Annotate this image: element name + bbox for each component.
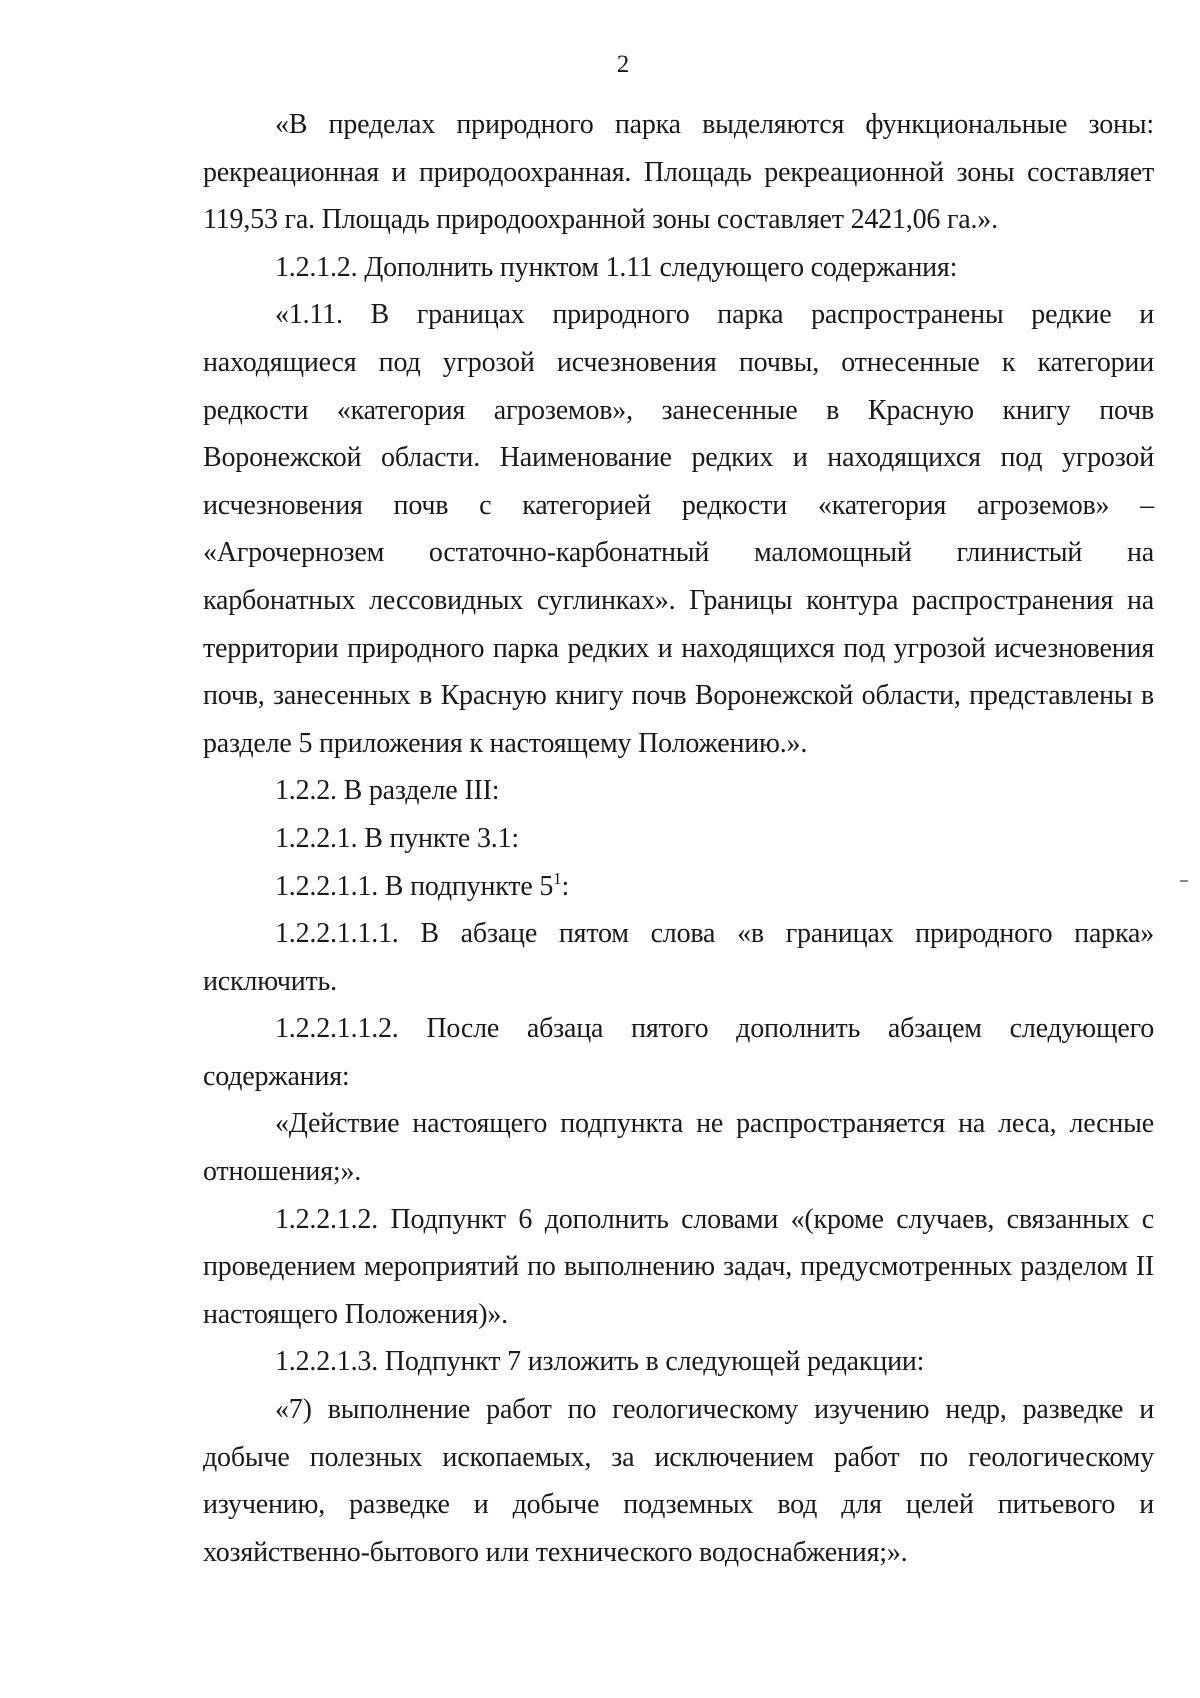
- paragraph-zones: «В пределах природного парка выделяются функциональные зоны: рекреационная и природоохранная. Площадь рекреационной зоны составляет 119,53 га. Площадь природоохранной зоны составляет 2421,06 га.».: [203, 109, 1154, 236]
- superscript-suffix: :: [561, 870, 570, 902]
- paragraph-1-2-2-1: 1.2.2.1. В пункте 3.1:: [275, 822, 519, 854]
- paragraph-1-11: «1.11. В границах природного парка распространены редкие и находящиеся под угрозой исчезновения почвы, отнесенные к категории редкости «категория агроземов», занесенные в Красную книгу почв Воронежской области. Наименование редких и находящихся под угрозой исчезновения почв с категорией редкости «категория агроземов» – «Агрочернозем остаточно-карбонатный маломощный глинистый на карбонатных лессовидных суглинках». Границы контура распространения на территории природного парка редких и находящихся под угрозой исчезновения почв, занесенных в Красную книгу почв Воронежской области, представлены в разделе 5 приложения к настоящему Положению.».: [203, 299, 1154, 759]
- paragraph-1-2-2-1-1-2: 1.2.2.1.1.2. После абзаца пятого дополнить абзацем следующего содержания:: [203, 1013, 1154, 1092]
- superscript-number: 1: [553, 868, 562, 888]
- paragraph-1-2-2: 1.2.2. В разделе III:: [275, 775, 500, 807]
- paragraph-1-2-2-1-1: [203, 863, 1154, 911]
- paragraph-1-2-2-1-1-text: 1.2.2.1.1. В подпункте 5: [275, 870, 554, 902]
- paragraph-1-2-2-1-1-1: 1.2.2.1.1.1. В абзаце пятом слова «в границах природного парка» исключить.: [203, 918, 1154, 997]
- paragraph-1-2-2-1-2: 1.2.2.1.2. Подпункт 6 дополнить словами «(кроме случаев, связанных с проведением мероприятий по выполнению задач, предусмотренных разделом II настоящего Положения)».: [203, 1203, 1154, 1330]
- page-number: 2: [616, 51, 630, 78]
- paragraph-1-2-2-1-3: 1.2.2.1.3. Подпункт 7 изложить в следующей редакции:: [275, 1346, 925, 1378]
- paragraph-1-2-1-2: 1.2.1.2. Дополнить пунктом 1.11 следующего содержания:: [275, 251, 958, 283]
- scan-artifact-mark: [1180, 880, 1188, 882]
- paragraph-forest-quote: «Действие настоящего подпункта не распространяется на леса, лесные отношения;».: [203, 1108, 1154, 1188]
- document-body: [203, 101, 1154, 1576]
- paragraph-subpoint-7: «7) выполнение работ по геологическому изучению недр, разведке и добыче полезных ископаемых, за исключением работ по геологическому изучению, разведке и добыче подземных вод для целей питьевого и хозяйственно-бытового или технического водоснабжения;».: [203, 1394, 1154, 1568]
